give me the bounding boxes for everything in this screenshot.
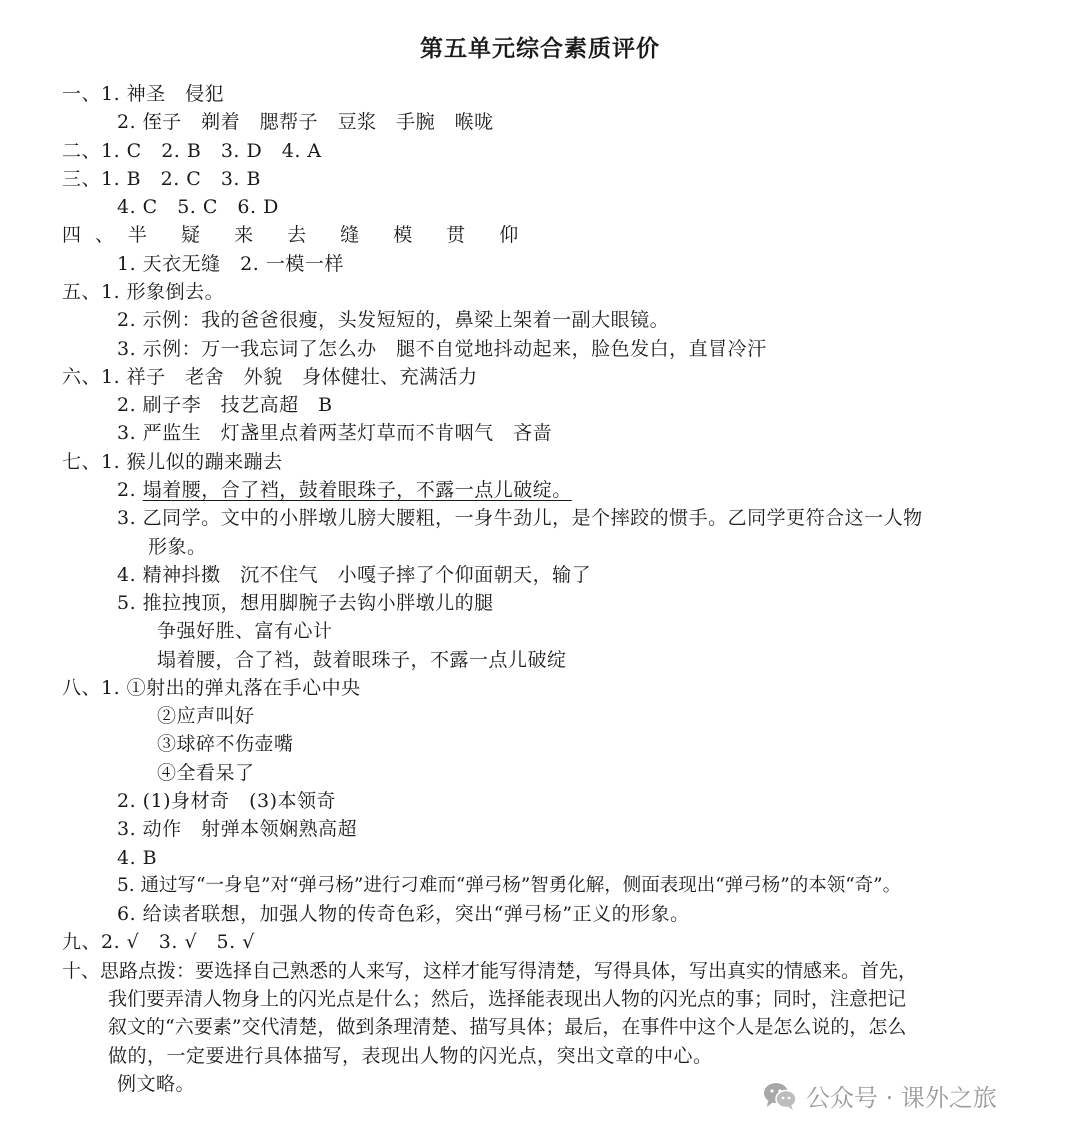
underlined-answer: 塌着腰，合了裆，鼓着眼珠子，不露一点儿破绽。 (142, 479, 572, 501)
answer-line: ④全看呆了 (157, 762, 255, 784)
answer-line: 4. B (117, 847, 158, 869)
answer-line: 2. 示例：我的爸爸很瘦，头发短短的，鼻梁上架着一副大眼镜。 (117, 309, 670, 331)
answer-line: 一、1. 神圣 侵犯 (62, 83, 225, 105)
answer-line: 五、1. 形象倒去。 (62, 281, 225, 303)
answer-line: 八、1. ①射出的弹丸落在手心中央 (62, 677, 361, 699)
watermark (762, 1078, 997, 1113)
answer-line: 6. 给读者联想，加强人物的传奇色彩，突出“弹弓杨”正义的形象。 (117, 903, 690, 925)
answer-line: 形象。 (148, 536, 207, 558)
answer-line: 例文略。 (117, 1073, 196, 1095)
answer-line: 3. 示例：万一我忘词了怎么办 腿不自觉地抖动起来，脸色发白，直冒冷汗 (117, 338, 767, 360)
answer-line: 3. 乙同学。文中的小胖墩儿膀大腰粗，一身牛劲儿，是个摔跤的惯手。乙同学更符合这一人物 (117, 507, 923, 529)
answer-line: 做的，一定要进行具体描写，表现出人物的闪光点，突出文章的中心。 (108, 1045, 713, 1067)
answer-line: 2. (1)身材奇 (3)本领奇 (117, 790, 336, 812)
answer-line: 六、1. 祥子 老舍 外貌 身体健壮、充满活力 (62, 366, 478, 388)
answer-line: 争强好胜、富有心计 (157, 620, 333, 642)
answer-line: 我们要弄清人物身上的闪光点是什么；然后，选择能表现出人物的闪光点的事；同时，注意把记 (108, 988, 907, 1010)
answer-line: 四、半 疑 来 去 缝 模 贯 仰 (62, 224, 533, 246)
answer-line: 十、思路点拨：要选择自己熟悉的人来写，这样才能写得清楚，写得具体，写出真实的情感来。首先， (62, 960, 918, 982)
answer-line: ③球碎不伤壶嘴 (157, 733, 294, 755)
answer-line: 5. 推拉拽顶，想用脚腕子去钩小胖墩儿的腿 (117, 592, 494, 614)
answer-line: 七、1. 猴儿似的蹦来蹦去 (62, 451, 283, 473)
answer-line: ②应声叫好 (157, 705, 255, 727)
answer-line: 2. 侄子 剃着 腮帮子 豆浆 手腕 喉咙 (117, 111, 494, 133)
answer-line (117, 477, 572, 503)
answer-line: 5. 通过写“一身皂”对“弹弓杨”进行刁难而“弹弓杨”智勇化解，侧面表现出“弹弓杨”的本领“奇”。 (117, 875, 902, 896)
answer-line: 1. 天衣无缝 2. 一模一样 (117, 253, 344, 275)
page-title: 第五单元综合素质评价 (420, 36, 660, 62)
answer-line: 塌着腰，合了裆，鼓着眼珠子，不露一点儿破绽 (157, 649, 567, 671)
answer-line: 3. 严监生 灯盏里点着两茎灯草而不肯咽气 吝啬 (117, 422, 553, 444)
answer-line: 叙文的“六要素”交代清楚，做到条理清楚、描写具体；最后，在事件中这个人是怎么说的，怎么 (108, 1016, 907, 1038)
answer-line: 九、2. √ 3. √ 5. √ (62, 931, 255, 953)
answer-line: 4. C 5. C 6. D (117, 196, 279, 218)
item-number: 2. (117, 479, 137, 501)
answer-line: 二、1. C 2. B 3. D 4. A (62, 140, 322, 162)
answer-line: 2. 刷子李 技艺高超 B (117, 394, 333, 416)
watermark-text: 公众号 · 课外之旅 (806, 1084, 997, 1112)
answer-line: 三、1. B 2. C 3. B (62, 168, 261, 190)
wechat-icon (762, 1081, 798, 1111)
answer-line: 3. 动作 射弹本领娴熟高超 (117, 818, 358, 840)
answer-line: 4. 精神抖擞 沉不住气 小嘎子摔了个仰面朝天，输了 (117, 564, 592, 586)
